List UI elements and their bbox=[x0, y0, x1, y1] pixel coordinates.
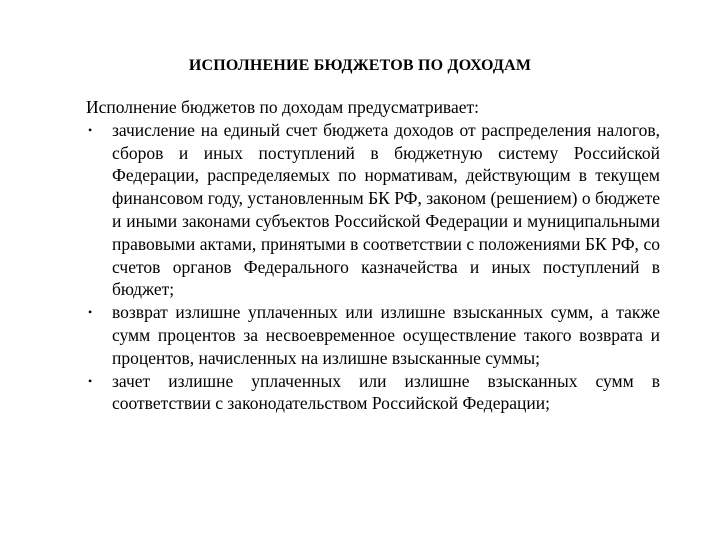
bullet-icon: • bbox=[88, 373, 93, 388]
bullet-text: возврат излишне уплаченных или излишне взысканных сумм, а также сумм процентов за несвоевременное осуществление такого возврата и процентов, начисленных на излишне взысканные суммы; bbox=[112, 302, 660, 368]
slide-title: ИСПОЛНЕНИЕ БЮДЖЕТОВ ПО ДОХОДАМ bbox=[188, 57, 532, 74]
bullet-item-revenue-crediting bbox=[86, 119, 660, 301]
bullet-list bbox=[86, 119, 660, 415]
intro-text: Исполнение бюджетов по доходам предусматривает: bbox=[86, 97, 480, 117]
bullet-item-refund bbox=[86, 301, 660, 369]
bullet-icon: • bbox=[88, 122, 93, 137]
bullet-item-offset bbox=[86, 370, 660, 416]
bullet-text: зачисление на единый счет бюджета доходов от распределения налогов, сборов и иных поступлений в бюджетную систему Российской Федерации, распределяемых по нормативам, действующим в текущем финансовом году, установленным БК РФ, законом (решением) о бюджете и иными законами субъектов Российской Федерации и муниципальными правовыми актами, принятыми в соответствии с положениями БК РФ, со счетов органов Федерального казначейства и иных поступлений в бюджет; bbox=[112, 119, 661, 300]
slide-content bbox=[86, 96, 660, 415]
bullet-text: зачет излишне уплаченных или излишне взысканных сумм в соответствии с законодательством Российской Федерации; bbox=[112, 370, 660, 414]
bullet-icon: • bbox=[88, 305, 93, 320]
